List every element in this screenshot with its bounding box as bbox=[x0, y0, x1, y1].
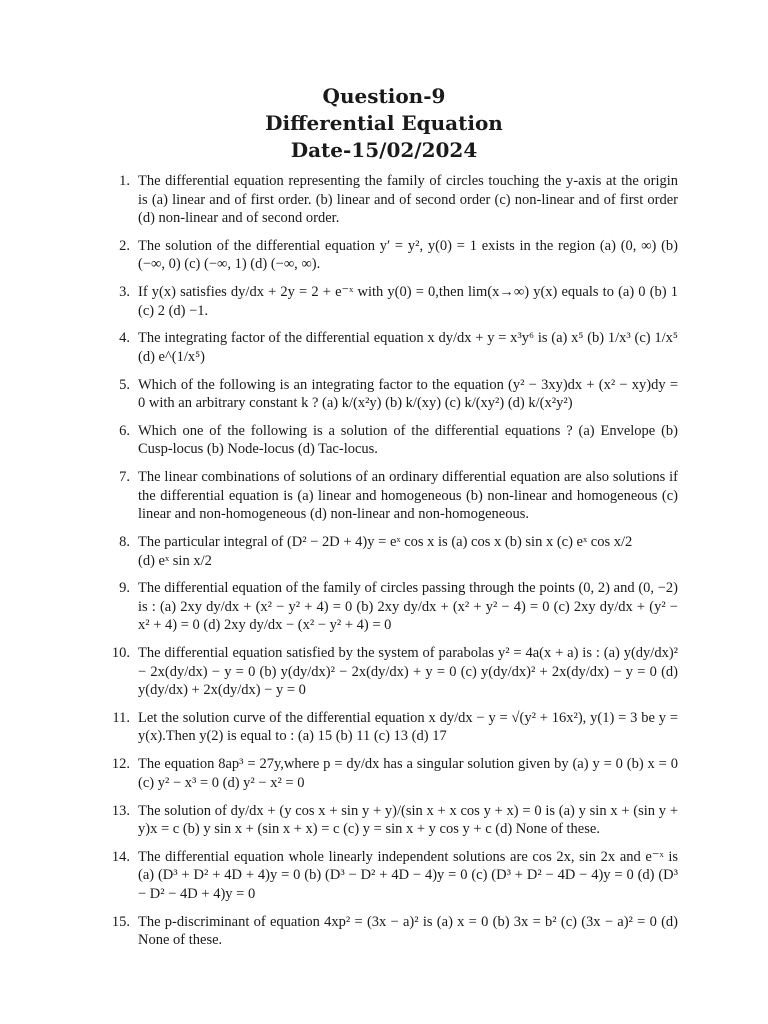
question-number: 1. bbox=[119, 173, 130, 189]
question-number: 5. bbox=[119, 376, 130, 393]
question-text: Let the solution curve of the differential equation x dy/dx − y = √(y² + 16x²), y(1) = 3 be y = y(x).Then y(2) is equal to : (a) 15 (b) 11 (c) 13 (d) 17 bbox=[138, 709, 678, 745]
question-item bbox=[110, 802, 678, 839]
question-item bbox=[110, 376, 678, 413]
question-number: 11. bbox=[112, 709, 130, 726]
question-item bbox=[110, 913, 678, 950]
question-text: The differential equation representing the family of circles touching the y-axis at the origin is (a) linear and of first order. (b) linear and of second order (c) non-linear and of first order (d) non-linear and of second order. bbox=[138, 173, 678, 226]
question-text: The solution of the differential equation y′ = y², y(0) = 1 exists in the region (a) (0, ∞) (b) (−∞, 0) (c) (−∞, 1) (d) (−∞, ∞). bbox=[138, 237, 678, 273]
question-item bbox=[110, 579, 678, 635]
question-text: The linear combinations of solutions of an ordinary differential equation are also solutions if the differential equation is (a) linear and homogeneous (b) non-linear and homogeneous (c) linear and non-homogeneous (d) non-linear and non-homogeneous. bbox=[138, 469, 678, 523]
question-text: The p-discriminant of equation 4xp² = (3x − a)² is (a) x = 0 (b) 3x = b² (c) (3x − a)² = 0 (d) None of these. bbox=[138, 913, 678, 949]
question-item bbox=[110, 709, 678, 746]
question-number: 8. bbox=[119, 534, 130, 551]
question-number: 14. bbox=[111, 848, 130, 865]
question-list bbox=[110, 172, 678, 959]
question-item bbox=[110, 848, 678, 904]
question-text: If y(x) satisfies dy/dx + 2y = 2 + e⁻ˣ with y(0) = 0,then lim(x→∞) y(x) equals to (a) 0 (b) 1 (c) 2 (d) −1. bbox=[138, 284, 678, 319]
question-item bbox=[110, 644, 678, 700]
question-item bbox=[110, 283, 678, 320]
question-item bbox=[110, 237, 678, 274]
question-number: 9. bbox=[119, 580, 130, 597]
question-number: 3. bbox=[119, 284, 130, 301]
question-item bbox=[110, 755, 678, 792]
question-text: The differential equation whole linearly independent solutions are cos 2x, sin 2x and e⁻ˣ is (a) (D³ + D² + 4D + 4)y = 0 (b) (D³ − D² + 4D − 4)y = 0 (c) (D³ + D² − 4D − 4)y = 0 (d) (D³ − D² − 4D + 4)y = 0 bbox=[138, 848, 678, 902]
date-title: Date-15/02/2024 bbox=[290, 138, 478, 162]
question-item bbox=[110, 533, 678, 570]
question-number: 4. bbox=[119, 330, 130, 347]
question-text: The solution of dy/dx + (y cos x + sin y + y)/(sin x + x cos y + x) = 0 is (a) y sin x + (sin y + y)x = c (b) y sin x + (sin x + x) = c (c) y = sin x + y cos y + c (d) None of these. bbox=[138, 802, 678, 838]
document-header bbox=[0, 83, 768, 164]
question-text: Which of the following is an integrating factor to the equation (y² − 3xy)dx + (x² − xy)dy = 0 with an arbitrary constant k ? (a) k/(x²y) (b) k/(xy) (c) k/(xy²) (d) k/(x²y²) bbox=[138, 376, 678, 412]
question-number: 13. bbox=[111, 802, 130, 819]
question-text: The integrating factor of the differential equation x dy/dx + y = x³y⁶ is (a) x⁵ (b) 1/x³ (c) 1/x⁵ (d) e^(1/x⁵) bbox=[138, 330, 678, 365]
question-number: 6. bbox=[119, 422, 130, 439]
question-text: The equation 8ap³ = 27y,where p = dy/dx has a singular solution given by (a) y = 0 (b) x = 0 (c) y² − x³ = 0 (d) y² − x² = 0 bbox=[138, 756, 678, 791]
question-item bbox=[110, 468, 678, 524]
question-number: 7. bbox=[119, 469, 130, 486]
subject-title: Differential Equation bbox=[265, 111, 503, 135]
question-item bbox=[110, 172, 678, 228]
question-number: 2. bbox=[119, 237, 130, 254]
question-text: Which one of the following is a solution of the differential equations ? (a) Envelope (b) Cusp-locus (b) Node-locus (d) Tac-locus. bbox=[138, 422, 678, 458]
question-number: 12. bbox=[111, 756, 130, 773]
question-text: The differential equation of the family of circles passing through the points (0, 2) and (0, −2) is : (a) 2xy dy/dx + (x² − y² + 4) = 0 (b) 2xy dy/dx + (x² + y² − 4) = 0 (c) 2xy dy/dx + (y² − x² + 4) = 0 (d) 2xy dy/dx − (x² − y² + 4) = 0 bbox=[138, 580, 678, 634]
question-number: 15. bbox=[111, 913, 130, 930]
question-text: The differential equation satisfied by the system of parabolas y² = 4a(x + a) is : (a) y(dy/dx)² − 2x(dy/dx) − y = 0 (b) y(dy/dx)² − 2x(dy/dx) + y = 0 (c) y(dy/dx)² + 2x(dy/dx) − y = 0 (d) y(dy/dx) + 2x(dy/dx) − y = 0 bbox=[138, 645, 678, 699]
question-number: 10. bbox=[111, 645, 130, 662]
question-item bbox=[110, 329, 678, 366]
question-text: The particular integral of (D² − 2D + 4)y = eˣ cos x is (a) cos x (b) sin x (c) eˣ cos x/2 (d) eˣ sin x/2 bbox=[138, 534, 633, 569]
question-title: Question-9 bbox=[322, 84, 446, 108]
question-item bbox=[110, 422, 678, 459]
